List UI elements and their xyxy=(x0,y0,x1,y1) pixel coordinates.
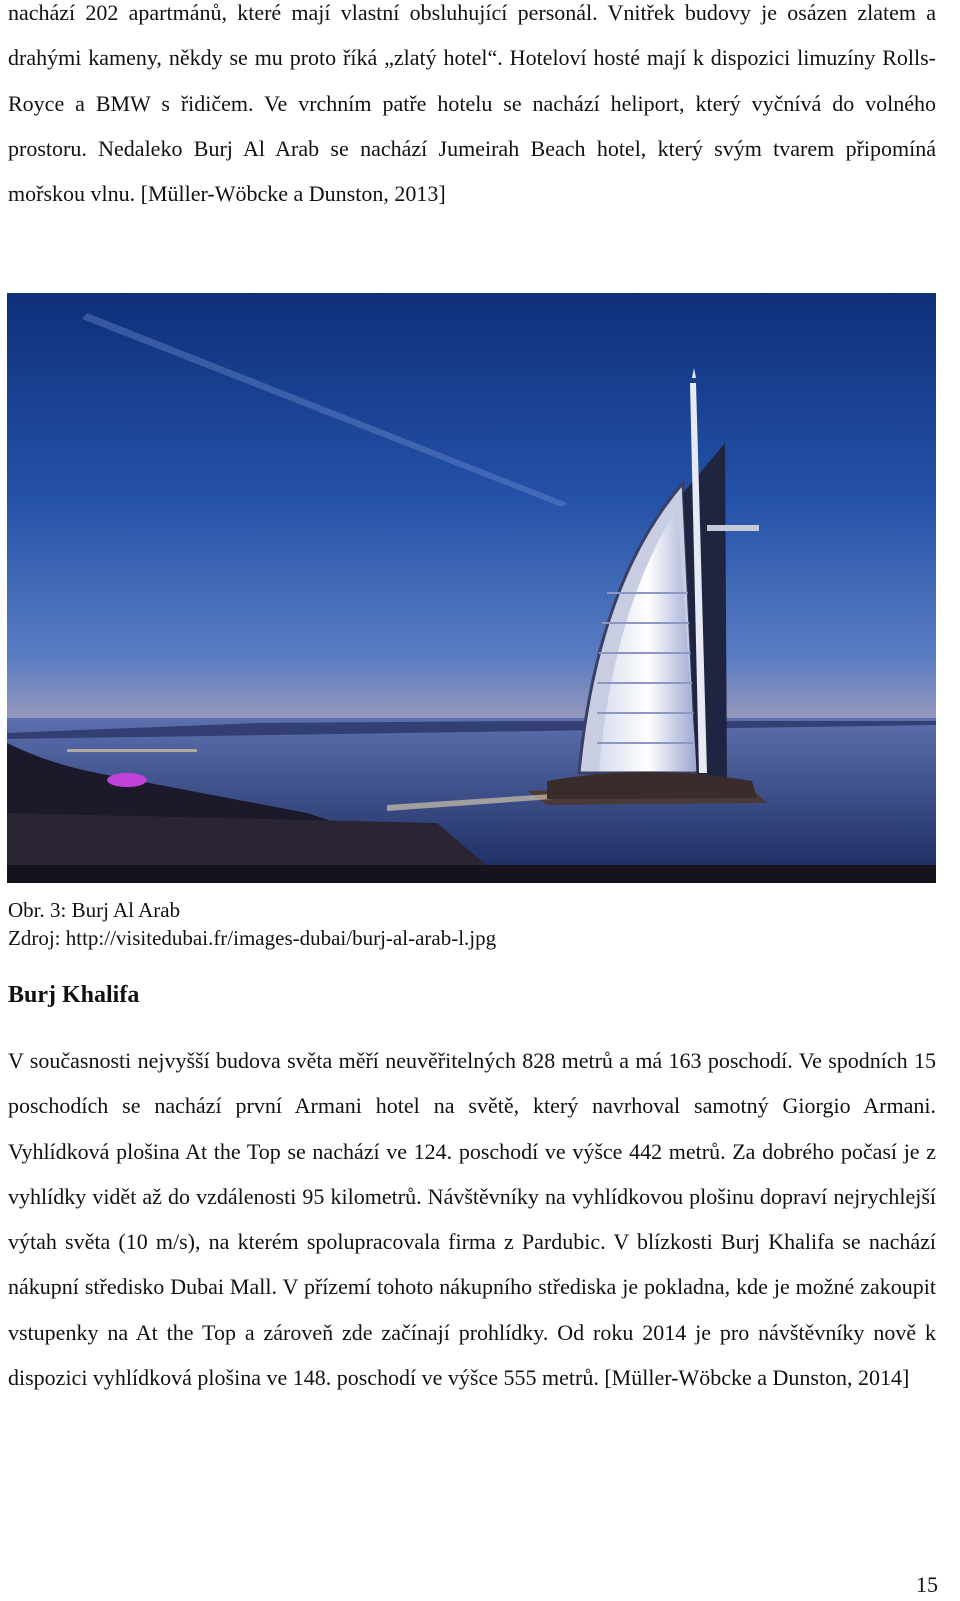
page-number: 15 xyxy=(916,1572,938,1597)
figure-caption: Obr. 3: Burj Al Arab xyxy=(8,898,181,922)
paragraph-burj-khalifa: V současnosti nejvyšší budova světa měří neuvěřitelných 828 metrů a má 163 poschodí. Ve spodních 15 poschodích se nachází první Armani hotel na světě, který navrhoval samotný Giorgio Armani. Vyhlídková plošina At the Top se nachází ve 124. poschodí ve výšce 442 metrů. Za dobrého počasí je z vyhlídky vidět až do vzdálenosti 95 kilometrů. Návštěvníky na vyhlídkovou plošinu dopraví nejrychlejší výtah světa (10 m/s), na kterém spolupracovala firma z Pardubic. V blízkosti Burj Khalifa se nachází nákupní středisko Dubai Mall. V přízemí tohoto nákupního střediska je pokladna, kde je možné zakoupit vstupenky na At the Top a zároveň zde začínají prohlídky. Od roku 2014 je pro návštěvníky nově k dispozici vyhlídková plošina ve 148. poschodí ve výšce 555 metrů. [Müller-Wöbcke a Dunston, 2014] xyxy=(8,1048,936,1391)
burj-al-arab-photo xyxy=(7,293,936,883)
paragraph-burj-al-arab: nachází 202 apartmánů, které mají vlastní obsluhující personál. Vnitřek budovy je osázen zlatem a drahými kameny, někdy se mu proto říká „zlatý hotel“. Hoteloví hosté mají k dispozici limuzíny Rolls-Royce a BMW s řidičem. Ve vrchním patře hotelu se nachází heliport, který vyčnívá do volného prostoru. Nedaleko Burj Al Arab se nachází Jumeirah Beach hotel, který svým tvarem připomíná mořskou vlnu. [Müller-Wöbcke a Dunston, 2013] xyxy=(8,0,936,207)
figure-source: Zdroj: http://visitedubai.fr/images-dubai/burj-al-arab-l.jpg xyxy=(8,926,497,950)
section-heading: Burj Khalifa xyxy=(8,982,140,1008)
